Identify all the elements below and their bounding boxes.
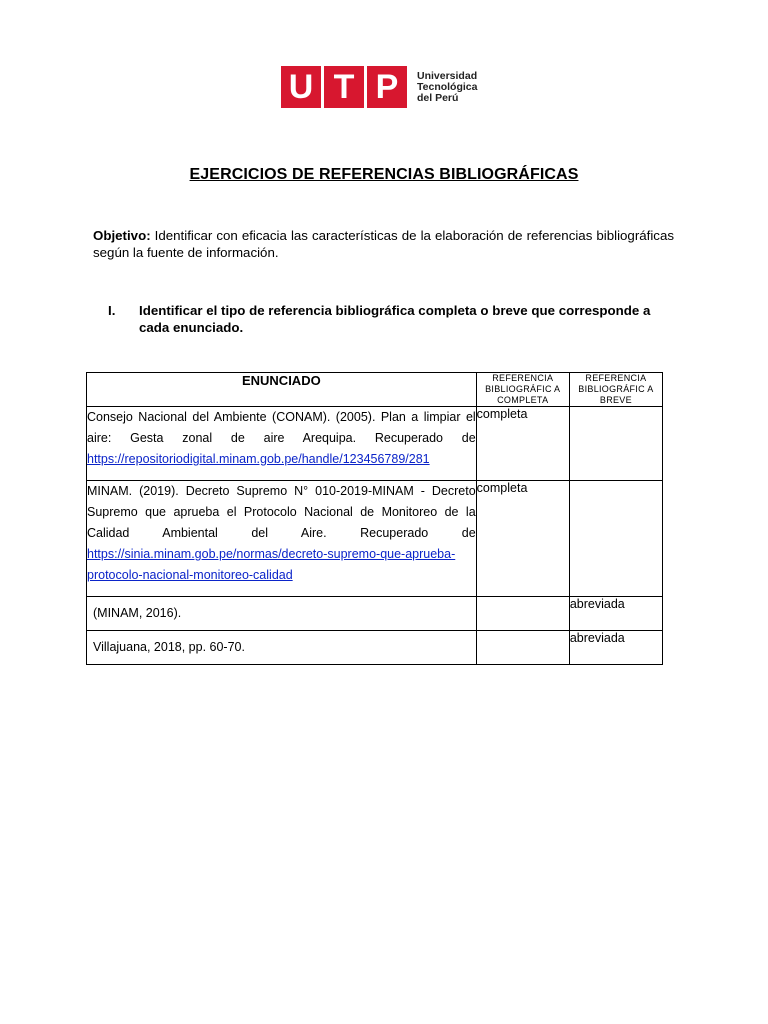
logo-line-2: Tecnológica — [417, 80, 478, 93]
section-heading — [108, 302, 676, 336]
table-row — [87, 597, 663, 631]
logo-letter-t: T — [324, 66, 364, 108]
page-title: EJERCICIOS DE REFERENCIAS BIBLIOGRÁFICAS — [189, 166, 579, 183]
answer-completa[interactable] — [476, 631, 569, 665]
answer-breve[interactable]: abreviada — [569, 597, 662, 631]
table-header-row — [87, 373, 663, 407]
row-enunciado: (MINAM, 2016). — [87, 597, 477, 631]
objective-label: Objetivo: — [93, 228, 151, 243]
table-row — [87, 407, 663, 481]
section-number: I. — [108, 303, 116, 318]
header-enunciado: ENUNCIADO — [87, 373, 477, 407]
table-row — [87, 631, 663, 665]
utp-logo — [281, 66, 477, 108]
answer-breve[interactable]: abreviada — [569, 631, 662, 665]
logo-text — [417, 71, 477, 104]
answer-completa[interactable] — [476, 597, 569, 631]
header-completa: REFERENCIA BIBLIOGRÁFIC A COMPLETA — [476, 373, 569, 407]
row-enunciado — [87, 407, 477, 481]
table-row — [87, 481, 663, 597]
row-enunciado: Villajuana, 2018, pp. 60-70. — [87, 631, 477, 665]
logo-letter-u: U — [281, 66, 321, 108]
citation-text: Consejo Nacional del Ambiente (CONAM). (2005). Plan a limpiar el aire: Gesta zonal de aire Arequipa. Recuperado de — [87, 410, 476, 445]
citation-link[interactable]: https://repositoriodigital.minam.gob.pe/handle/123456789/281 — [87, 452, 430, 466]
citation-link[interactable]: https://sinia.minam.gob.pe/normas/decreto-supremo-que-aprueba-protocolo-nacional-monitoreo-calidad — [87, 547, 456, 582]
logo-letter-p: P — [367, 66, 407, 108]
section-text: Identificar el tipo de referencia bibliográfica completa o breve que corresponde a cada enunciado. — [139, 303, 651, 335]
logo-letters — [281, 66, 407, 108]
logo-line-3: del Perú — [417, 91, 459, 104]
citation-text: MINAM. (2019). Decreto Supremo N° 010-2019-MINAM - Decreto Supremo que aprueba el Protocolo Nacional de Monitoreo de la Calidad Ambiental del Aire. Recuperado de — [87, 484, 476, 540]
objective-paragraph — [93, 227, 674, 261]
answer-breve[interactable] — [569, 481, 662, 597]
logo-line-1: Universidad — [417, 69, 478, 82]
answer-breve[interactable] — [569, 407, 662, 481]
references-table — [86, 372, 663, 665]
answer-completa[interactable]: completa — [476, 481, 569, 597]
answer-completa[interactable]: completa — [476, 407, 569, 481]
row-enunciado — [87, 481, 477, 597]
header-breve: REFERENCIA BIBLIOGRÁFIC A BREVE — [569, 373, 662, 407]
objective-text: Identificar con eficacia las características de la elaboración de referencias bibliográficas según la fuente de información. — [93, 228, 674, 260]
